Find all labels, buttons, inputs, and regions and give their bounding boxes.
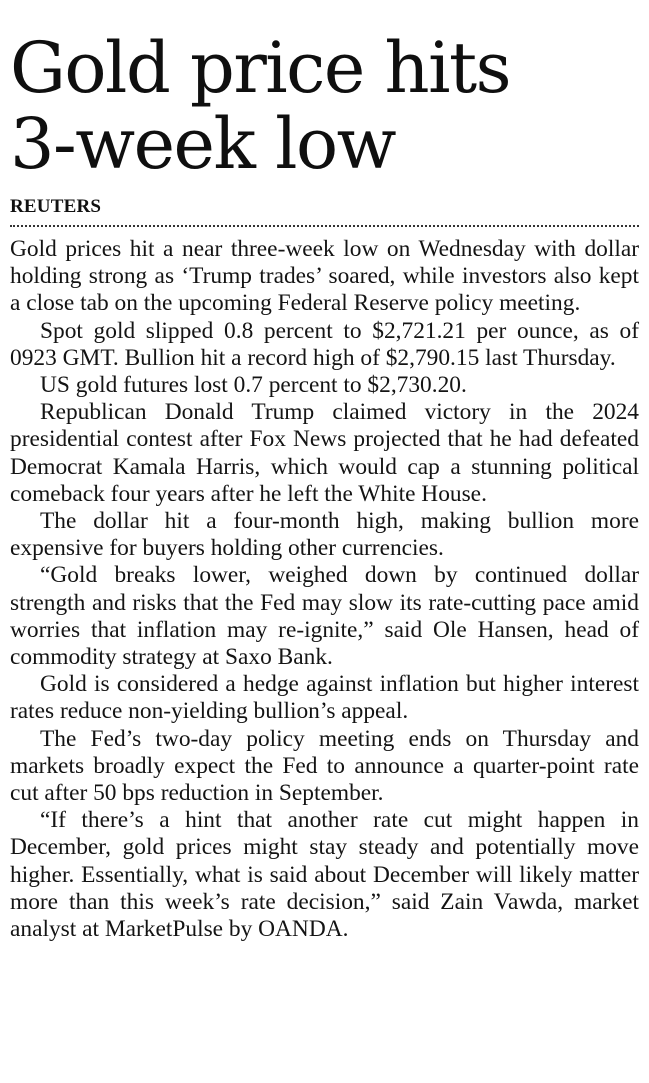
headline-line-1: Gold price hits — [10, 27, 511, 109]
paragraph: Gold prices hit a near three-week low on Wednesday with dollar holding strong as ‘Trump trades’ soared, while investors also kept a close tab on the upcoming Federal Reserve policy meeting. — [10, 236, 639, 317]
paragraph: Republican Donald Trump claimed victory in the 2024 presidential contest after Fox News projected that he had defeated Democrat Kamala Harris, which would cap a stunning political comeback four years after he left the White House. — [10, 399, 639, 507]
article-body — [10, 236, 639, 943]
news-article — [10, 0, 639, 943]
paragraph: The dollar hit a four-month high, making bullion more expensive for buyers holding other currencies. — [10, 508, 639, 562]
paragraph: Gold is considered a hedge against inflation but higher interest rates reduce non-yielding bullion’s appeal. — [10, 671, 639, 725]
paragraph: “Gold breaks lower, weighed down by continued dollar strength and risks that the Fed may slow its rate-cutting pace amid worries that inflation may re-ignite,” said Ole Hansen, head of commodity strategy at Saxo Bank. — [10, 562, 639, 671]
paragraph: US gold futures lost 0.7 percent to $2,730.20. — [40, 372, 467, 399]
paragraph: “If there’s a hint that another rate cut might happen in December, gold prices might stay steady and potentially move higher. Essentially, what is said about December will likely matter more than this week’s rate decision,” said Zain Vawda, market analyst at MarketPulse by OANDA. — [10, 807, 639, 943]
paragraph: The Fed’s two-day policy meeting ends on Thursday and markets broadly expect the Fed to announce a quarter-point rate cut after 50 bps reduction in September. — [10, 725, 639, 807]
headline — [10, 0, 639, 185]
headline-line-2: 3-week low — [10, 103, 396, 185]
byline: REUTERS — [10, 196, 639, 227]
paragraph: Spot gold slipped 0.8 percent to $2,721.21 per ounce, as of 0923 GMT. Bullion hit a record high of $2,790.15 last Thursday. — [10, 317, 639, 371]
